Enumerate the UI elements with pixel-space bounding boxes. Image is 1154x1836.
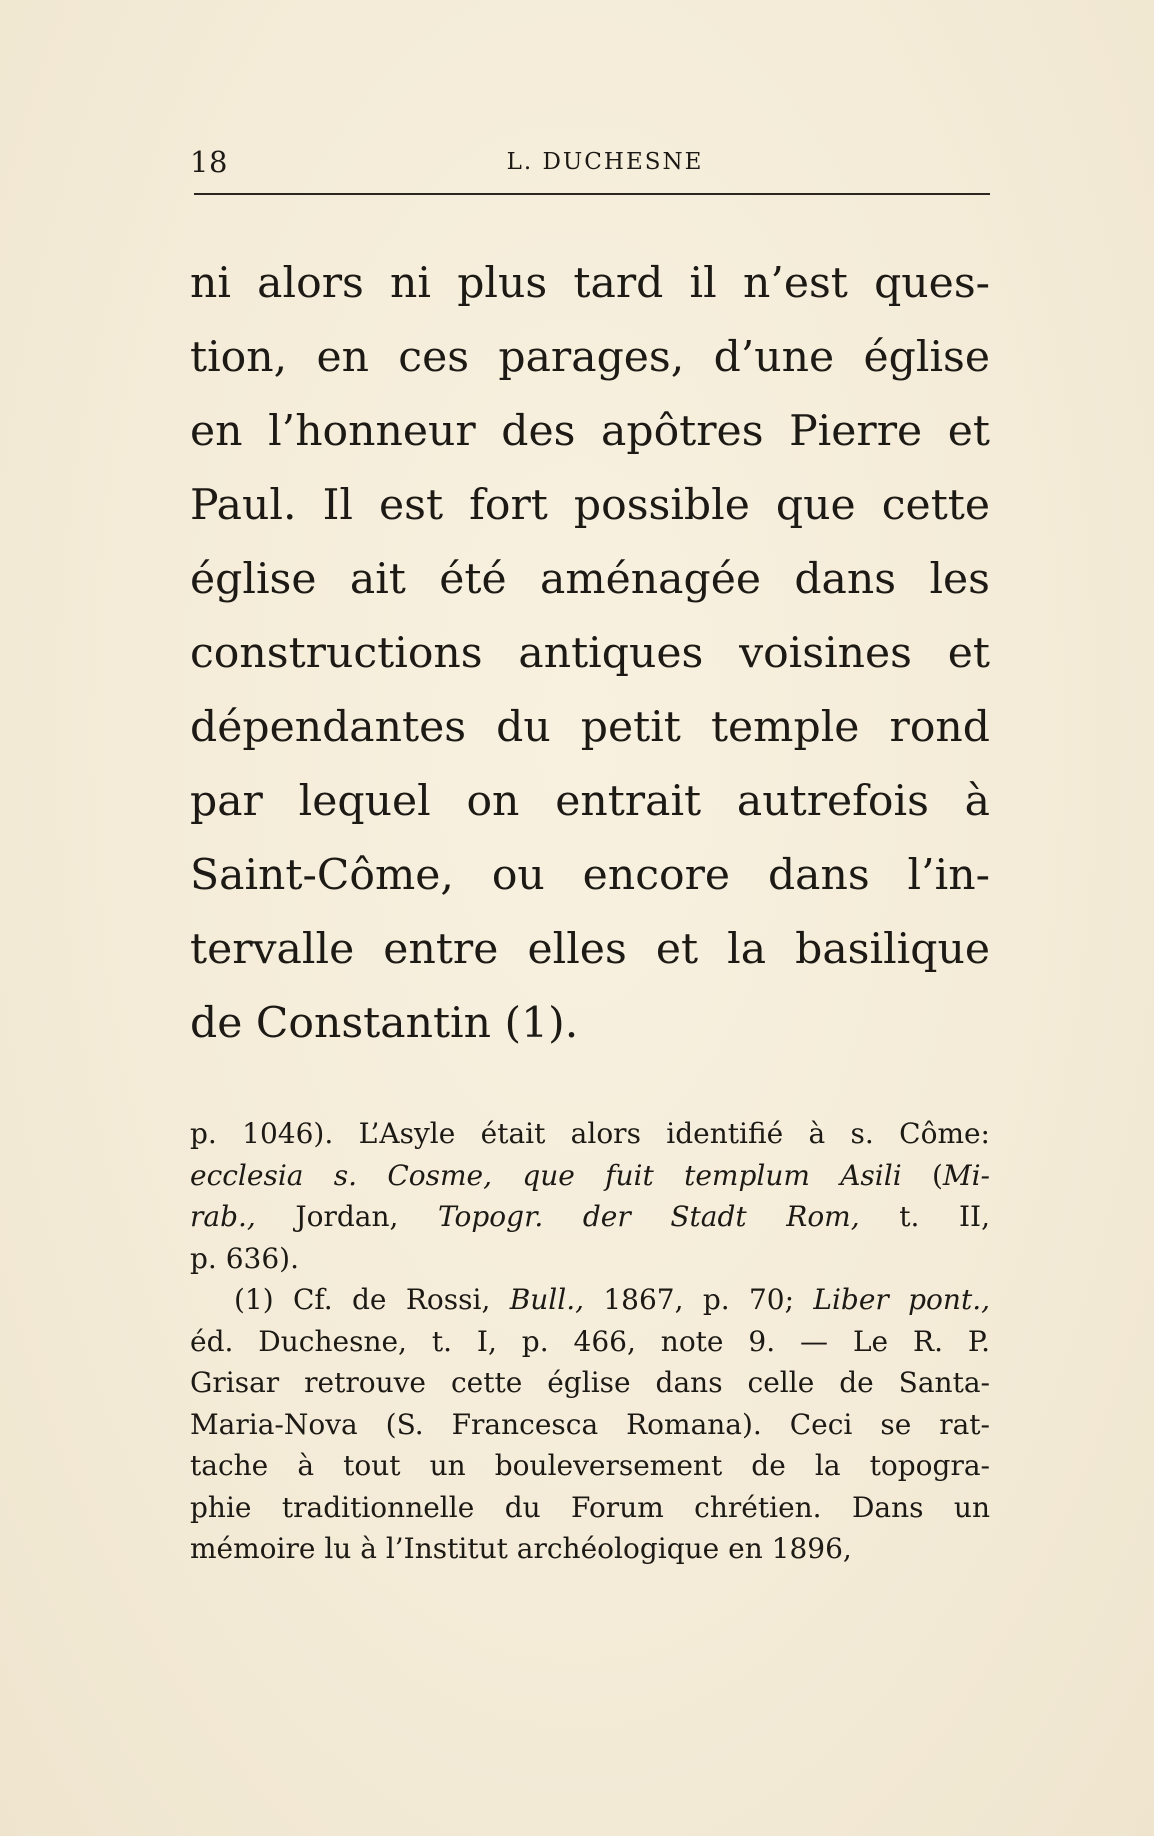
footnote-line	[190, 1279, 990, 1321]
italic-segment: Liber pont.,	[813, 1283, 990, 1316]
body-line: ni alors ni plus tard il n’est ques-	[190, 259, 990, 308]
italic-segment: ecclesia s. Cosme, que fuit templum Asili	[190, 1158, 902, 1192]
italic-segment: Mi-	[942, 1158, 990, 1192]
header-rule	[194, 193, 990, 195]
text-segment: t. II,	[859, 1200, 990, 1233]
text-segment: p. 1046). L’Asyle était alors identifié à s. Côme:	[190, 1117, 990, 1150]
footnote-line	[190, 1321, 990, 1363]
footnote-line	[190, 1155, 990, 1197]
italic-segment: Topogr. der Stadt Rom,	[438, 1200, 860, 1233]
body-line: église ait été aménagée dans les	[190, 555, 990, 604]
text-segment: Grisar retrouve cette église dans celle de Santa-	[190, 1366, 990, 1399]
body-line: dépendantes du petit temple rond	[190, 703, 990, 752]
text-segment: Jordan,	[255, 1200, 439, 1233]
italic-segment: Bull.,	[509, 1283, 585, 1316]
text-segment: (1) Cf. de Rossi,	[234, 1283, 510, 1316]
text-segment: éd. Duchesne, t. I, p. 466, note 9. — Le R. P.	[190, 1324, 990, 1358]
running-head	[190, 145, 990, 185]
body-line: en l’honneur des apôtres Pierre et	[190, 407, 990, 456]
italic-segment: rab.,	[190, 1200, 256, 1233]
page-number: 18	[190, 145, 228, 179]
body-line: tion, en ces parages, d’une église	[190, 333, 990, 382]
footnote-line	[190, 1238, 990, 1280]
text-segment: (	[901, 1158, 943, 1192]
text-segment: p. 636).	[190, 1241, 299, 1275]
body-line: tervalle entre elles et la basilique	[190, 925, 990, 974]
text-segment: phie traditionnelle du Forum chrétien. Dans un	[190, 1490, 990, 1524]
text-segment: Maria-Nova (S. Francesca Romana). Ceci se rat-	[190, 1407, 990, 1441]
footnote-line	[190, 1362, 990, 1404]
footnote-line	[190, 1528, 990, 1570]
footnotes	[190, 1113, 990, 1570]
footnote-line	[190, 1196, 990, 1238]
body-line: par lequel on entrait autrefois à	[190, 777, 990, 826]
footnote-line	[190, 1404, 990, 1446]
body-line: Paul. Il est fort possible que cette	[190, 481, 990, 530]
footnote-line	[190, 1487, 990, 1529]
footnote-line	[190, 1445, 990, 1487]
body-line: constructions antiques voisines et	[190, 629, 990, 678]
footnote-continuation	[190, 1113, 990, 1279]
footnote-1	[190, 1279, 990, 1570]
body-line: de Constantin (1).	[190, 999, 579, 1048]
text-segment: 1867, p. 70;	[584, 1283, 814, 1316]
text-segment: mémoire lu à l’Institut archéologique en 1896,	[190, 1532, 852, 1565]
text-segment: tache à tout un bouleversement de la topogra-	[190, 1449, 990, 1482]
body-line: Saint-Côme, ou encore dans l’in-	[190, 851, 990, 900]
body-text	[190, 247, 990, 1061]
footnote-line	[190, 1113, 990, 1155]
running-title: L. DUCHESNE	[506, 149, 704, 175]
